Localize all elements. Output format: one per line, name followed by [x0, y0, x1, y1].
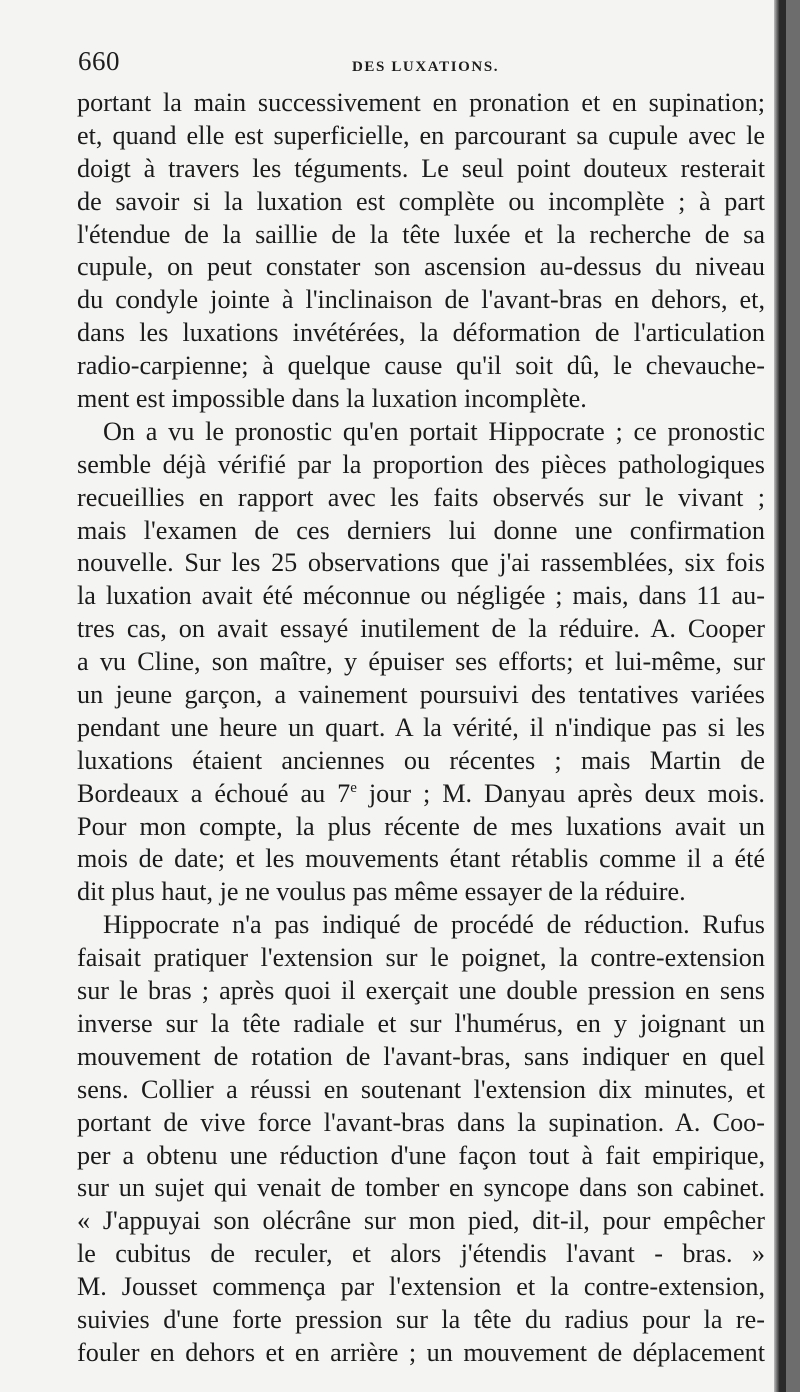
text-line: Hippocrate n'a pas indiqué de procédé de réduction. Rufus — [103, 910, 765, 940]
text-line: Pour mon compte, la plus récente de mes luxations avait un — [77, 811, 765, 841]
text-segment: jour ; M. Danyau après deux mois. — [356, 778, 765, 808]
text-segment: Bordeaux a échoué au 7 — [77, 778, 351, 808]
page-number: 660 — [78, 46, 120, 76]
page-header — [78, 46, 768, 86]
text-line: M. Jousset commença par l'extension et la contre-extension, — [77, 1272, 765, 1302]
text-line: portant la main successivement en pronation et en supination; — [77, 88, 765, 117]
text-line: nouvelle. Sur les 25 observations que j'ai rassemblées, six fois — [77, 548, 765, 578]
text-line: la luxation avait été méconnue ou négligée ; mais, dans 11 au- — [77, 581, 765, 611]
text-line: dans les luxations invétérées, la déformation de l'articulation — [77, 318, 765, 348]
text-line: mais l'examen de ces derniers lui donne une confirmation — [77, 515, 765, 545]
text-line: inverse sur la tête radiale et sur l'humérus, en y joignant un — [77, 1008, 765, 1038]
text-line: fouler en dehors et en arrière ; un mouvement de déplacement — [77, 1337, 765, 1367]
text-line: a vu Cline, son maître, y épuiser ses efforts; et lui-même, sur — [77, 647, 765, 677]
text-line: sur le bras ; après quoi il exerçait une double pression en sens — [77, 976, 765, 1006]
text-line-with-superscript — [77, 778, 765, 811]
text-line: suivies d'une forte pression sur la tête du radius pour la re- — [77, 1304, 765, 1334]
text-line: sens. Collier a réussi en soutenant l'extension dix minutes, et — [77, 1074, 765, 1104]
text-line: On a vu le pronostic qu'en portait Hippocrate ; ce pronostic — [103, 416, 765, 446]
body-text — [77, 87, 765, 1370]
text-line: de savoir si la luxation est complète ou incomplète ; à part — [77, 186, 765, 216]
text-line: portant de vive force l'avant-bras dans la supination. A. Coo- — [77, 1107, 765, 1137]
text-line: faisait pratiquer l'extension sur le poignet, la contre-extension — [77, 943, 765, 973]
text-line: du condyle jointe à l'inclinaison de l'avant-bras en dehors, et, — [77, 285, 765, 315]
text-line: pendant une heure un quart. A la vérité, il n'indique pas si les — [77, 712, 765, 742]
text-line: « J'appuyai son olécrâne sur mon pied, dit-il, pour empêcher — [77, 1206, 765, 1236]
text-line: per a obtenu une réduction d'une façon tout à fait empirique, — [77, 1140, 765, 1170]
text-line: et, quand elle est superficielle, en parcourant sa cupule avec le — [77, 120, 765, 150]
text-line: sur un sujet qui venait de tomber en syncope dans son cabinet. — [77, 1173, 765, 1203]
text-line: radio-carpienne; à quelque cause qu'il soit dû, le chevauche- — [77, 351, 765, 381]
text-line: mois de date; et les mouvements étant rétablis comme il a été — [77, 844, 765, 874]
text-line: luxations étaient anciennes ou récentes ; mais Martin de — [77, 745, 765, 775]
page-edge — [774, 0, 780, 1392]
text-line: recueillies en rapport avec les faits observés sur le vivant ; — [77, 482, 765, 512]
running-title: DES LUXATIONS. — [352, 59, 500, 75]
text-line: dit plus haut, je ne voulus pas même essayer de la réduire. — [77, 877, 686, 907]
text-line: semble déjà vérifié par la proportion des pièces pathologiques — [77, 449, 765, 479]
text-line: doigt à travers les téguments. Le seul point douteux resterait — [77, 153, 765, 183]
text-line: le cubitus de reculer, et alors j'étendis l'avant - bras. » — [77, 1239, 765, 1269]
superscript: e — [350, 779, 357, 796]
text-line: cupule, on peut constater son ascension au-dessus du niveau — [77, 252, 765, 282]
text-line: l'étendue de la saillie de la tête luxée et la recherche de sa — [77, 219, 765, 249]
text-line: tres cas, on avait essayé inutilement de la réduire. A. Cooper — [77, 614, 765, 644]
text-line: ment est impossible dans la luxation incomplète. — [77, 384, 587, 414]
text-line: mouvement de rotation de l'avant-bras, sans indiquer en quel — [77, 1041, 765, 1071]
text-line: un jeune garçon, a vainement poursuivi des tentatives variées — [77, 680, 765, 710]
